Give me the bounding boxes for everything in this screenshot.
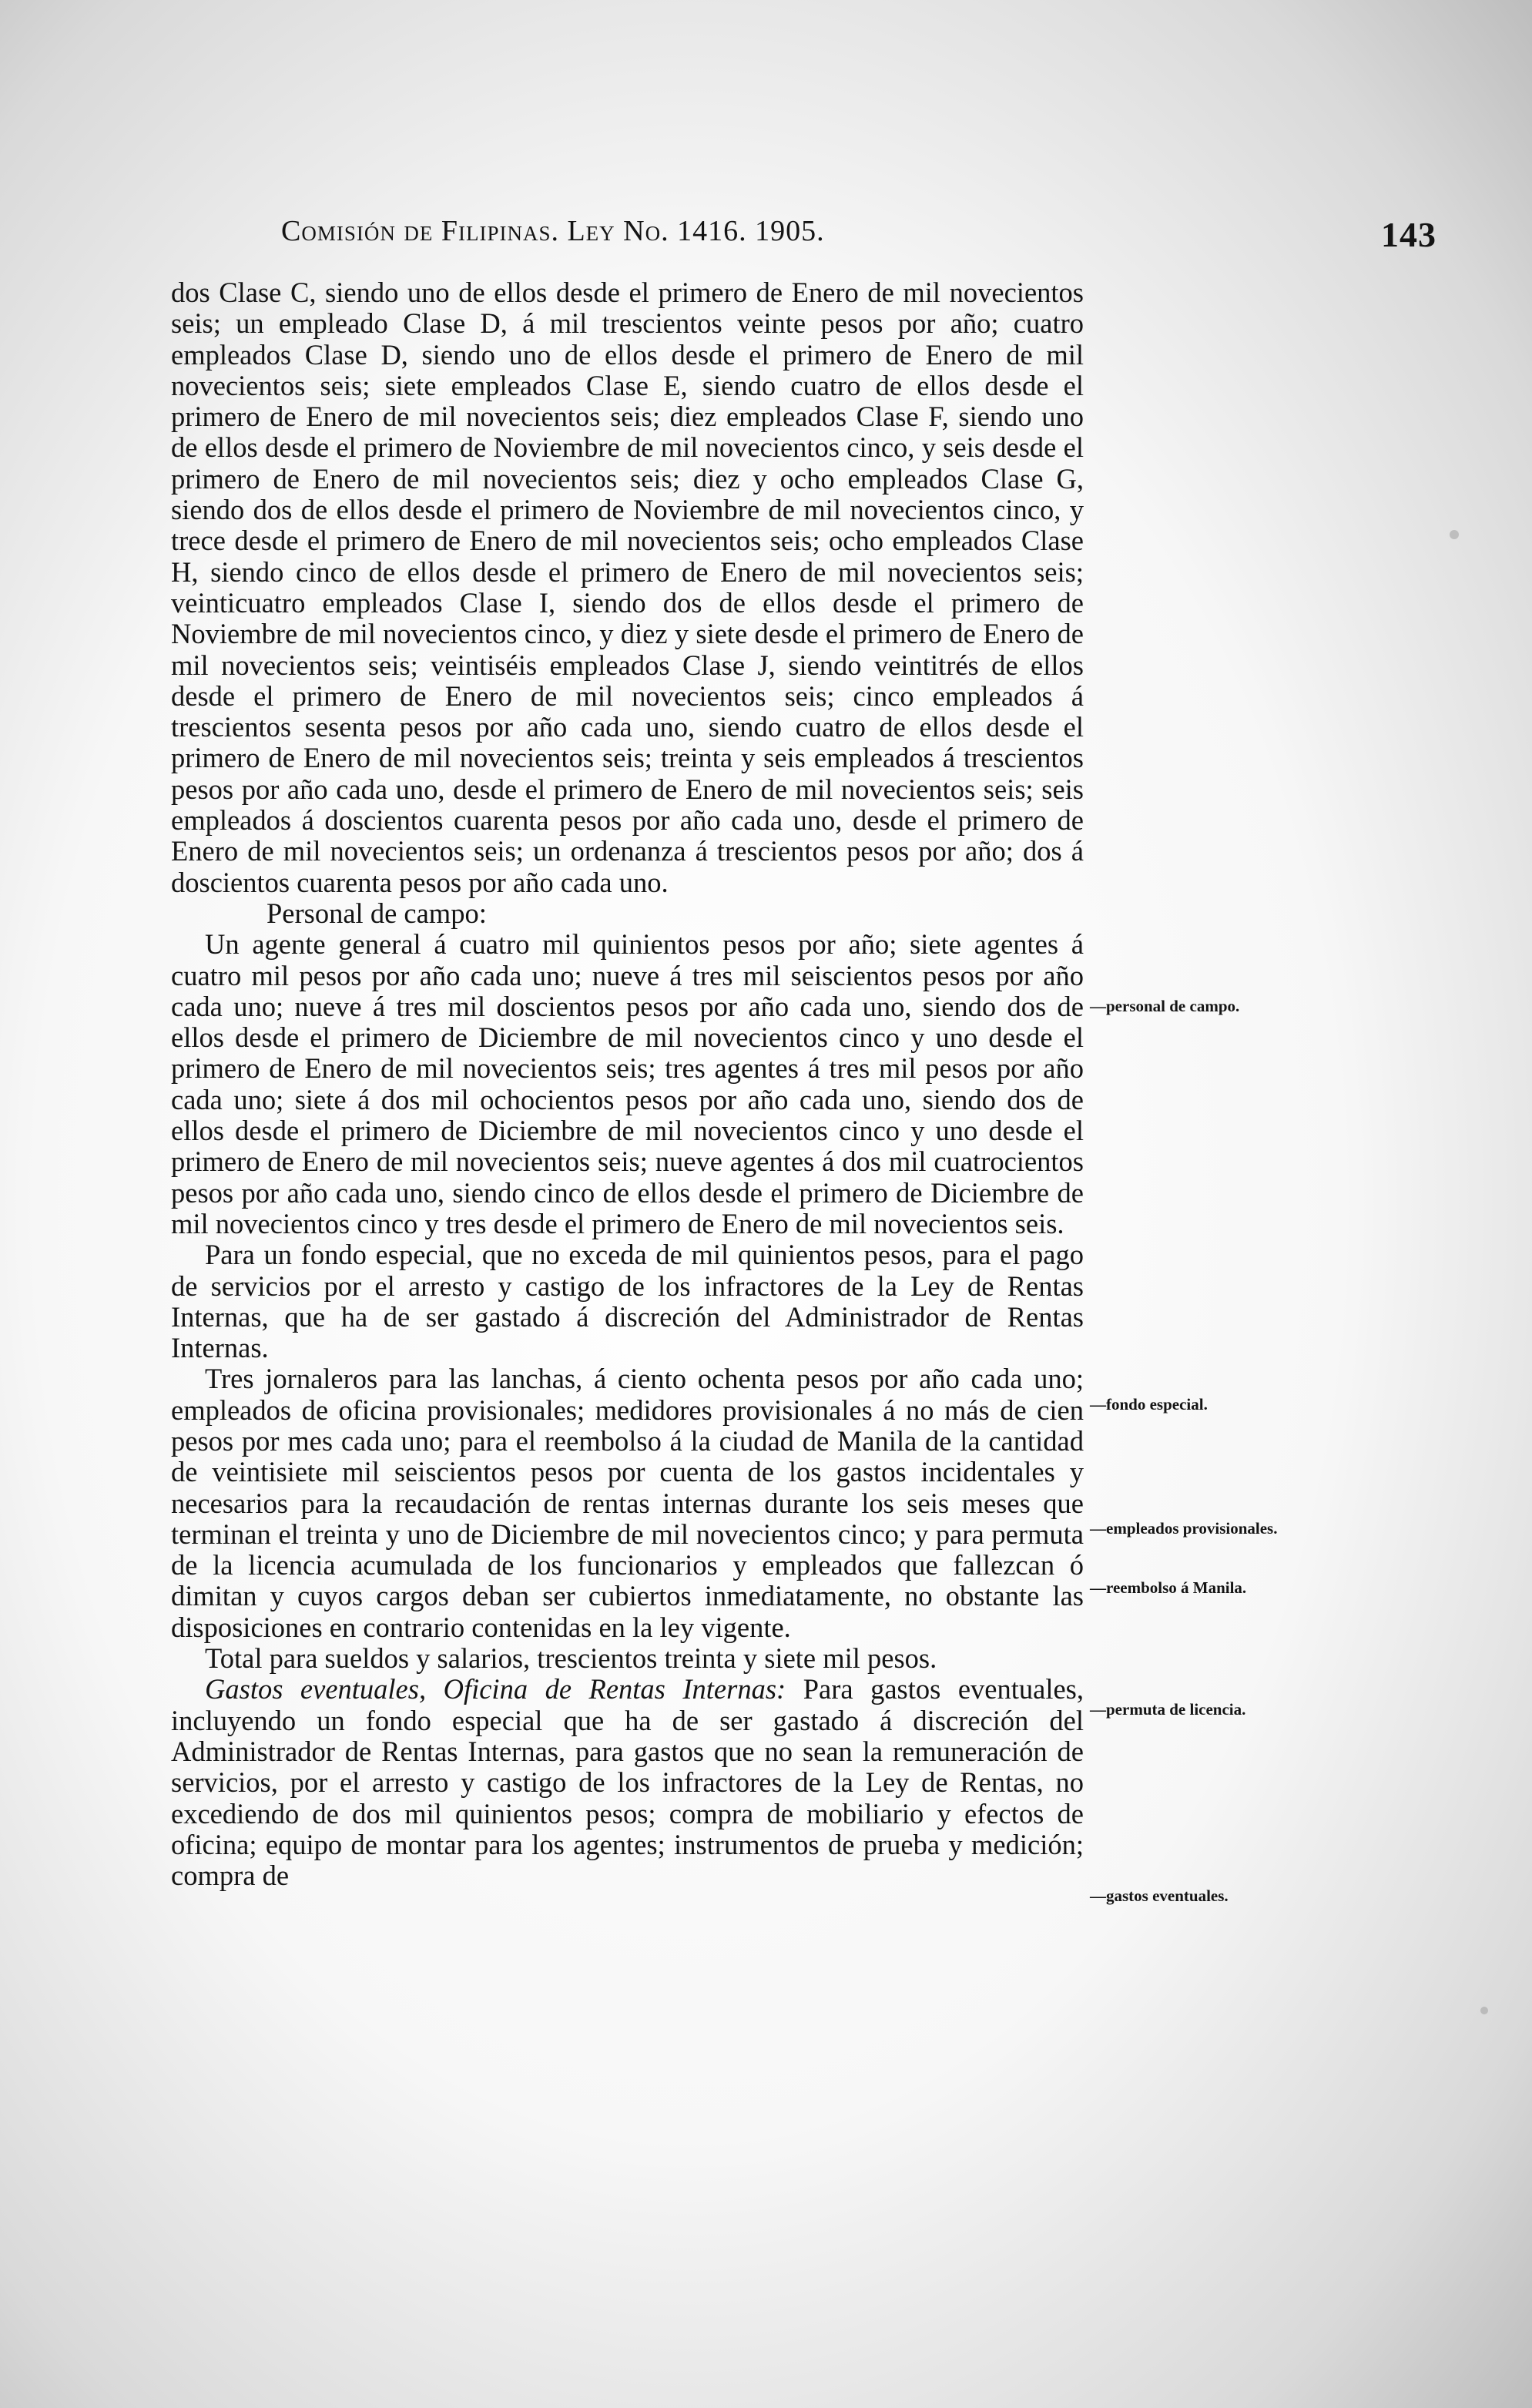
paragraph-text: Para gastos eventuales, incluyendo un fondo especial que ha de ser gastado á discreción del Administrador de Rentas Internas, para gastos que no sean la remuneración de servicios, por el arresto y castigo de los infractores de la Ley de Rentas, no excediendo de dos mil quinientos pesos; compra de mobiliario y efectos de oficina; equipo de montar para los agentes; instrumentos de prueba y medición; compra de (171, 1673, 1084, 1892)
page-number: 143 (1381, 215, 1436, 254)
running-header (281, 214, 1436, 260)
side-note-permuta-licencia: —permuta de licencia. (1090, 1700, 1246, 1719)
paragraph-personal-de-campo: Un agente general á cuatro mil quinientos pesos por año; siete agentes á cuatro mil pesos por año cada uno; nueve á tres mil seiscientos pesos por año cada uno; nueve á tres mil doscientos pesos por año cada uno, siendo dos de ellos desde el primero de Diciembre de mil novecientos cinco y uno desde el primero de Enero de mil novecientos seis; tres agentes á tres mil pesos por año cada uno; siete á dos mil ochocientos pesos por año cada uno, siendo dos de ellos desde el primero de Diciembre de mil novecientos cinco y uno desde el primero de Enero de mil novecientos seis; nueve agentes á dos mil cuatrocientos pesos por año cada uno, siendo cinco de ellos desde el primero de Diciembre de mil novecientos cinco y tres desde el primero de Enero de mil novecientos seis. (171, 928, 1084, 1239)
paragraph-continued: dos Clase C, siendo uno de ellos desde el primero de Enero de mil novecientos seis; un empleado Clase D, á mil trescientos veinte pesos por año; cuatro empleados Clase D, siendo uno de ellos desde el primero de Enero de mil novecientos seis; siete empleados Clase E, siendo cuatro de ellos desde el primero de Enero de mil novecientos seis; diez empleados Clase F, siendo uno de ellos desde el primero de Noviembre de mil novecientos cinco, y seis desde el primero de Enero de mil novecientos seis; diez y ocho empleados Clase G, siendo dos de ellos desde el primero de Noviembre de mil novecientos cinco, y trece desde el primero de Enero de mil novecientos seis; ocho empleados Clase H, siendo cinco de ellos desde el primero de Enero de mil novecientos seis; veinticuatro empleados Clase I, siendo dos de ellos desde el primero de Noviembre de mil novecientos cinco, y diez y siete desde el primero de Enero de mil novecientos seis; veintiséis empleados Clase J, siendo veintitrés de ellos desde el primero de Enero de mil novecientos seis; cinco empleados á trescientos sesenta pesos por año cada uno, siendo cuatro de ellos desde el primero de Enero de mil novecientos seis; treinta y seis empleados á trescientos pesos por año cada uno, desde el primero de Enero de mil novecientos seis; seis empleados á doscientos cuarenta pesos por año cada uno, desde el primero de Enero de mil novecientos seis; un ordenanza á trescientos pesos por año; dos á doscientos cuarenta pesos por año cada uno. (171, 277, 1084, 898)
side-note-gastos-eventuales: —gastos eventuales. (1090, 1886, 1229, 1905)
ink-spot (1450, 530, 1459, 539)
side-note-fondo-especial: —fondo especial. (1090, 1395, 1208, 1414)
side-note-empleados-provisionales: —empleados provisionales. (1090, 1519, 1278, 1538)
paragraph-gastos-eventuales (171, 1674, 1084, 1891)
main-text-column (171, 277, 1084, 1891)
paragraph-jornaleros: Tres jornaleros para las lanchas, á ciento ochenta pesos por año cada uno; empleados de oficina provisionales; medidores provisionales á no más de cien pesos por mes cada uno; para el reembolso á la ciudad de Manila de la cantidad de veintisiete mil seiscientos pesos por cuenta de los gastos incidentales y necesarios para la recaudación de rentas internas durante los seis meses que terminan el treinta y uno de Diciembre de mil novecientos cinco; y para permuta de la licencia acumulada de los funcionarios y empleados que fallezcan ó dimitan y cuyos cargos deban ser cubiertos inmediatamente, no obstante las disposiciones en contrario contenidas en la ley vigente. (171, 1363, 1084, 1643)
running-title: Comisión de Filipinas. Ley No. 1416. 1905. (281, 215, 825, 247)
paragraph-fondo-especial: Para un fondo especial, que no exceda de mil quinientos pesos, para el pago de servicios por el arresto y castigo de los infractores de la Ley de Rentas Internas, que ha de ser gastado á discreción del Administrador de Rentas Internas. (171, 1239, 1084, 1364)
side-note-reembolso-manila: —reembolso á Manila. (1090, 1578, 1247, 1597)
ink-spot (1480, 2007, 1488, 2014)
paragraph-total-sueldos: Total para sueldos y salarios, trescientos treinta y siete mil pesos. (205, 1642, 937, 1675)
section-heading-personal-de-campo: Personal de campo: (267, 897, 487, 929)
italic-lead: Gastos eventuales, Oficina de Rentas Internas: (205, 1673, 786, 1705)
side-note-personal-de-campo: —personal de campo. (1090, 997, 1240, 1015)
